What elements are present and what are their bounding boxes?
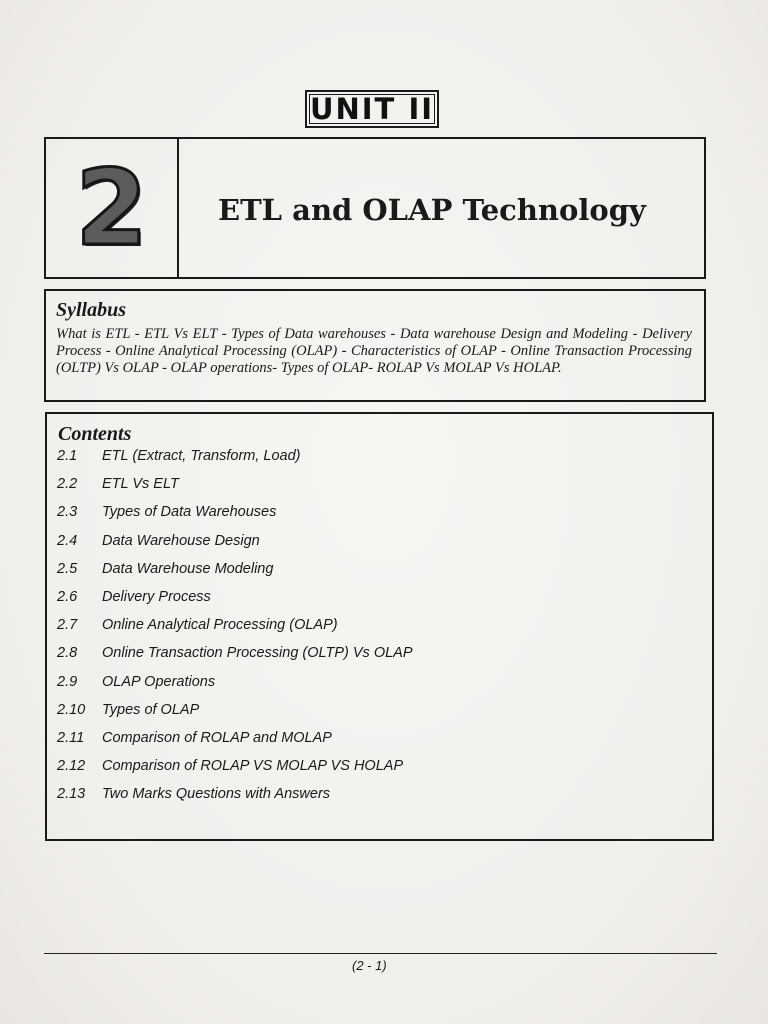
contents-item-label: ETL (Extract, Transform, Load) [102, 448, 301, 464]
unit-label-box [305, 90, 439, 128]
contents-item-label: Comparison of ROLAP and MOLAP [102, 730, 332, 746]
contents-item [47, 702, 712, 722]
contents-item-number: 2.13 [57, 786, 86, 803]
contents-item-number: 2.3 [57, 504, 78, 521]
footer-rule [44, 953, 717, 954]
syllabus-box [44, 289, 706, 402]
contents-item-number: 2.9 [57, 673, 78, 690]
contents-item-label: Data Warehouse Design [102, 532, 260, 549]
contents-item-label: Comparison of ROLAP VS MOLAP VS HOLAP [102, 758, 404, 775]
contents-item [47, 589, 712, 609]
contents-item [47, 533, 712, 553]
contents-item-label: Online Transaction Processing (OLTP) Vs OLAP [102, 645, 413, 662]
contents-item-number: 2.6 [57, 589, 78, 605]
contents-item [47, 617, 712, 637]
contents-item-number: 2.4 [57, 532, 78, 549]
contents-item-number: 2.8 [57, 645, 78, 662]
unit-label: UNIT II [309, 92, 435, 126]
contents-item [47, 786, 712, 806]
contents-item [47, 645, 712, 665]
contents-item [47, 448, 712, 468]
syllabus-heading: Syllabus [56, 299, 127, 321]
contents-item [47, 476, 712, 496]
contents-item [47, 504, 712, 524]
contents-item-label: Two Marks Questions with Answers [102, 786, 331, 803]
contents-item-label: OLAP Operations [102, 673, 216, 690]
contents-item-number: 2.7 [57, 617, 78, 634]
contents-item-number: 2.10 [57, 701, 86, 718]
contents-item-label: Delivery Process [102, 589, 211, 605]
contents-item-label: Data Warehouse Modeling [102, 560, 274, 577]
chapter-number-cell [46, 139, 179, 277]
contents-item-number: 2.11 [57, 730, 85, 746]
contents-item-label: Types of OLAP [102, 701, 200, 718]
contents-item [47, 758, 712, 778]
chapter-title-box [44, 137, 706, 279]
contents-item-number: 2.12 [57, 758, 86, 775]
page-number: (2 - 1) [352, 958, 387, 973]
contents-box [45, 412, 714, 841]
contents-item [47, 561, 712, 581]
chapter-title: ETL and OLAP Technology [218, 193, 646, 227]
contents-item-number: 2.5 [57, 560, 78, 577]
contents-heading: Contents [58, 423, 132, 445]
contents-item [47, 730, 712, 750]
contents-item-label: Types of Data Warehouses [102, 504, 277, 521]
contents-item-label: Online Analytical Processing (OLAP) [102, 617, 338, 634]
contents-item-label: ETL Vs ELT [102, 476, 179, 493]
contents-item [47, 674, 712, 694]
contents-item-number: 2.1 [57, 448, 78, 464]
contents-item-number: 2.2 [57, 476, 78, 493]
syllabus-text: What is ETL - ETL Vs ELT - Types of Data warehouses - Data warehouse Design and Modeling - Delivery Process - Online Analytical Processing (OLAP) - Characteristics of OLAP - Online Transaction Processing (OLTP) Vs OLAP - OLAP operations- Types of OLAP- ROLAP Vs MOLAP Vs HOLAP. [56, 326, 692, 376]
chapter-number: 2 [75, 147, 148, 269]
